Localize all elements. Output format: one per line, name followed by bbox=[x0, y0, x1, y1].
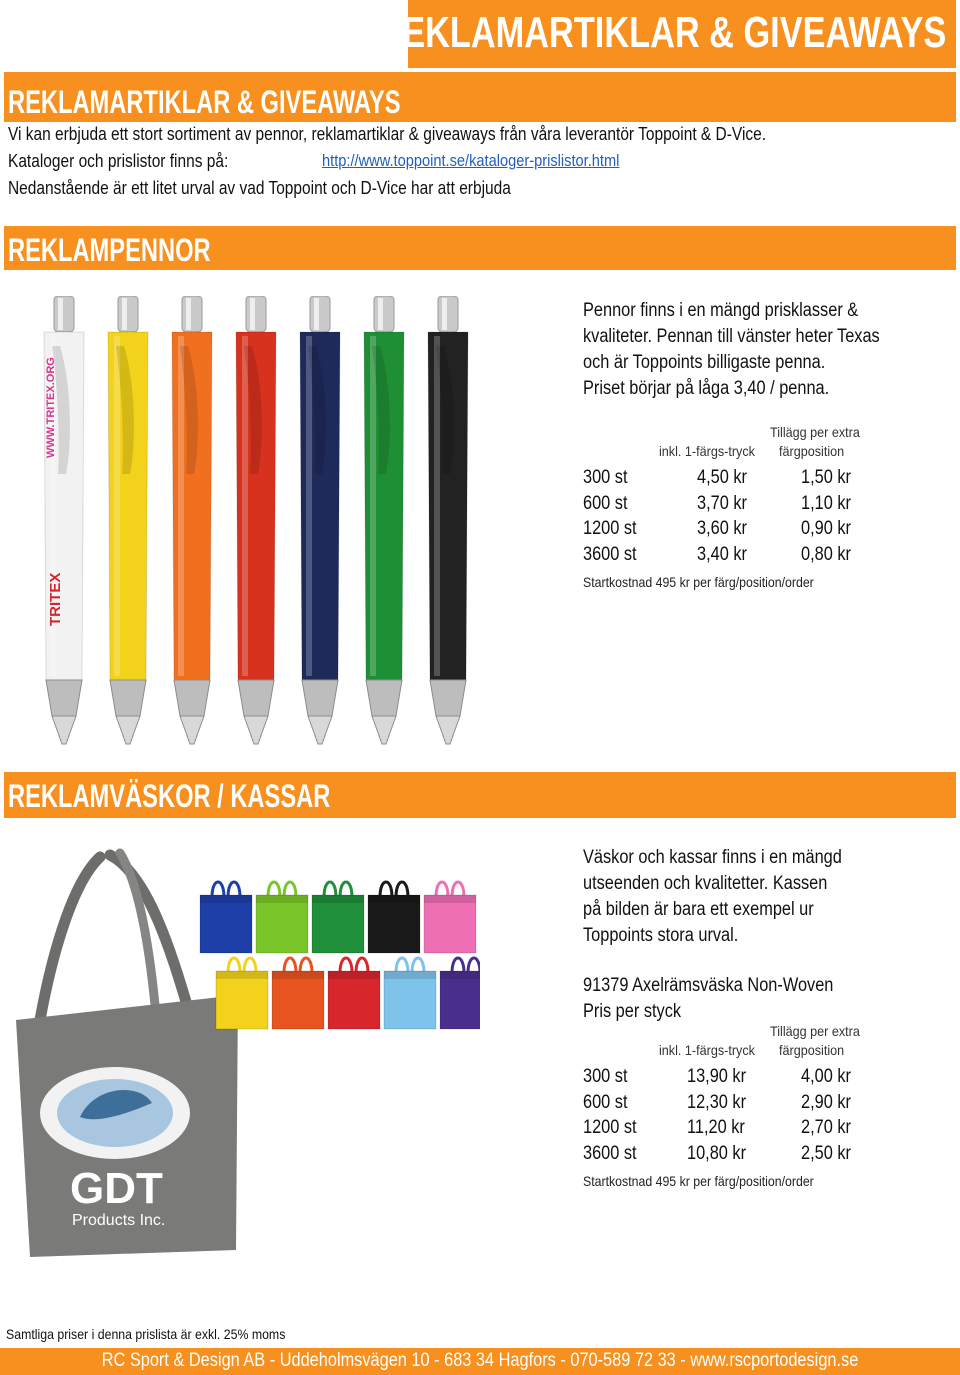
qty-cell: 600 st bbox=[583, 1092, 628, 1113]
pen-icon bbox=[300, 296, 340, 744]
table-row bbox=[583, 544, 883, 570]
pens-desc-line: Priset börjar på låga 3,40 / penna. bbox=[583, 378, 830, 399]
intro-line-2 bbox=[8, 151, 228, 172]
pens-col-head-extra-1: Tillägg per extra bbox=[770, 424, 860, 440]
pens-startup-cost: Startkostnad 495 kr per färg/position/order bbox=[583, 574, 814, 590]
qty-cell: 1200 st bbox=[583, 518, 637, 539]
pens-desc-line: Pennor finns i en mängd prisklasser & bbox=[583, 300, 859, 321]
pens-desc-line: och är Toppoints billigaste penna. bbox=[583, 352, 826, 373]
footer-bar bbox=[0, 1348, 960, 1375]
table-row bbox=[583, 467, 883, 493]
qty-cell: 300 st bbox=[583, 467, 628, 488]
table-row bbox=[583, 1066, 883, 1092]
intro-title: REKLAMARTIKLAR & GIVEAWAYS bbox=[8, 84, 401, 120]
table-row bbox=[583, 1092, 883, 1118]
pens-description bbox=[583, 298, 928, 402]
bags-desc-line: utseenden och kvalitetter. Kassen bbox=[583, 873, 828, 894]
intro-section-bar bbox=[4, 72, 956, 122]
table-row bbox=[583, 1117, 883, 1143]
pens-title: REKLAMPENNOR bbox=[8, 232, 211, 268]
pen-icon bbox=[428, 296, 468, 744]
bags-description bbox=[583, 845, 884, 949]
bags-col-head-print: inkl. 1-färgs-tryck bbox=[659, 1042, 755, 1058]
tote-bag-icon bbox=[200, 882, 252, 953]
pen-icon bbox=[172, 296, 212, 744]
tote-bag-icon bbox=[256, 882, 308, 953]
pens-section-bar bbox=[4, 226, 956, 270]
pens-col-head-print: inkl. 1-färgs-tryck bbox=[659, 443, 755, 459]
bag-price-per: Pris per styck bbox=[583, 1001, 682, 1022]
tote-bag-icon bbox=[328, 958, 380, 1029]
logo-subtext: Products Inc. bbox=[72, 1212, 166, 1229]
qty-cell: 3600 st bbox=[583, 1143, 637, 1164]
price-cell: 12,30 kr bbox=[687, 1092, 747, 1113]
catalog-link[interactable]: http://www.toppoint.se/kataloger-prislistor.html bbox=[322, 151, 620, 170]
tote-bag-icon bbox=[216, 958, 268, 1029]
qty-cell: 3600 st bbox=[583, 544, 637, 565]
extra-cell: 2,70 kr bbox=[801, 1117, 851, 1138]
tote-bag-icon bbox=[384, 958, 436, 1029]
pen-icon bbox=[364, 296, 404, 744]
bags-desc-line: Väskor och kassar finns i en mängd bbox=[583, 847, 842, 868]
extra-cell: 1,10 kr bbox=[801, 493, 851, 514]
small-bags-image bbox=[190, 875, 480, 1055]
logo-text: GDT bbox=[70, 1164, 163, 1213]
intro-line-1: Vi kan erbjuda ett stort sortiment av pennor, reklamartiklar & giveaways från våra leverantör Toppoint & D-Vice. bbox=[8, 124, 767, 144]
pen-icon bbox=[108, 296, 148, 744]
catalog-label: Kataloger och prislistor finns på: bbox=[8, 151, 229, 171]
pens-desc-line: kvaliteter. Pennan till vänster heter Texas bbox=[583, 326, 880, 347]
bag-product-name: 91379 Axelrämsväska Non-Woven bbox=[583, 975, 834, 996]
table-row bbox=[583, 518, 883, 544]
qty-cell: 600 st bbox=[583, 493, 628, 514]
price-cell: 3,60 kr bbox=[697, 518, 747, 539]
bags-desc-line: Toppoints stora urval. bbox=[583, 925, 739, 946]
qty-cell: 300 st bbox=[583, 1066, 628, 1087]
tote-bag-icon bbox=[440, 958, 480, 1029]
pen-logo-text: TRITEX bbox=[47, 572, 64, 626]
extra-cell: 4,00 kr bbox=[801, 1066, 851, 1087]
price-cell: 10,80 kr bbox=[687, 1143, 747, 1164]
table-row bbox=[583, 493, 883, 519]
intro-line-3: Nedanstående är ett litet urval av vad Toppoint och D-Vice har att erbjuda bbox=[8, 178, 511, 198]
bags-startup-cost: Startkostnad 495 kr per färg/position/order bbox=[583, 1173, 814, 1189]
price-cell: 4,50 kr bbox=[697, 467, 747, 488]
vat-note: Samtliga priser i denna prislista är exkl. 25% moms bbox=[6, 1326, 286, 1342]
pens-col-head-extra-2: färgposition bbox=[779, 443, 845, 459]
tote-bag-icon bbox=[312, 882, 364, 953]
extra-cell: 0,80 kr bbox=[801, 544, 851, 565]
top-banner bbox=[377, 0, 956, 68]
price-cell: 3,70 kr bbox=[697, 493, 747, 514]
bags-desc-line: på bilden är bara ett exempel ur bbox=[583, 899, 814, 920]
extra-cell: 1,50 kr bbox=[801, 467, 851, 488]
bags-col-head-extra-1: Tillägg per extra bbox=[770, 1023, 860, 1039]
price-cell: 13,90 kr bbox=[687, 1066, 747, 1087]
tote-bag-icon bbox=[424, 882, 476, 953]
banner-title: REKLAMARTIKLAR & GIVEAWAYS bbox=[377, 8, 946, 57]
extra-cell: 0,90 kr bbox=[801, 518, 851, 539]
bags-col-head-extra-2: färgposition bbox=[779, 1042, 845, 1058]
extra-cell: 2,50 kr bbox=[801, 1143, 851, 1164]
price-cell: 3,40 kr bbox=[697, 544, 747, 565]
table-row bbox=[583, 1143, 883, 1169]
pen-icon bbox=[236, 296, 276, 744]
price-cell: 11,20 kr bbox=[687, 1117, 745, 1138]
qty-cell: 1200 st bbox=[583, 1117, 637, 1138]
tote-bag-icon bbox=[368, 882, 420, 953]
extra-cell: 2,90 kr bbox=[801, 1092, 851, 1113]
pens-image bbox=[20, 296, 490, 758]
bags-title: REKLAMVÄSKOR / KASSAR bbox=[8, 778, 331, 814]
tote-bag-icon bbox=[272, 958, 324, 1029]
pen-print-text: WWW.TRITEX.ORG bbox=[45, 357, 57, 458]
footer-contact: RC Sport & Design AB - Uddeholmsvägen 10 - 683 34 Hagfors - 070-589 72 33 - www.rscportodesign.se bbox=[101, 1350, 859, 1371]
bags-section-bar bbox=[4, 772, 956, 818]
